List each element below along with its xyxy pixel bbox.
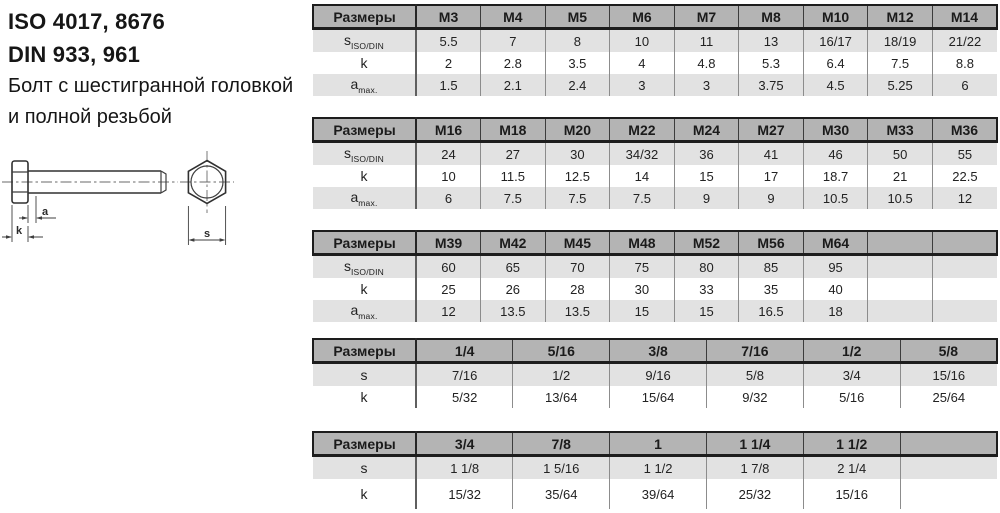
row-label: k	[313, 165, 416, 187]
column-header: M12	[868, 5, 933, 29]
table-row	[313, 187, 997, 209]
value-cell: 30	[610, 278, 675, 300]
column-header: 5/8	[900, 339, 997, 363]
value-cell: 9	[674, 187, 739, 209]
value-cell: 55	[932, 142, 997, 166]
column-header	[932, 231, 997, 255]
dimension-a	[19, 196, 56, 223]
bolt-drawing	[0, 138, 262, 262]
value-cell: 10.5	[868, 187, 933, 209]
value-cell: 25	[416, 278, 481, 300]
value-cell: 6	[932, 74, 997, 96]
row-label: s	[313, 456, 416, 480]
bolt-head-view	[180, 151, 234, 245]
value-cell: 18.7	[803, 165, 868, 187]
value-cell: 16/17	[803, 29, 868, 53]
row-label: $a_{max.}$	[313, 74, 416, 96]
column-header: M42	[481, 231, 546, 255]
value-cell: 40	[803, 278, 868, 300]
value-cell: 24	[416, 142, 481, 166]
value-cell: 5/32	[416, 386, 513, 408]
column-header: M5	[545, 5, 610, 29]
column-header: 5/16	[513, 339, 610, 363]
column-header: M64	[803, 231, 868, 255]
value-cell: 15	[674, 165, 739, 187]
table-corner-header: Размеры	[313, 118, 416, 142]
row-label: $s_{ISO/DIN}$	[313, 142, 416, 166]
column-header	[900, 432, 997, 456]
column-header: M27	[739, 118, 804, 142]
value-cell: 25/64	[900, 386, 997, 408]
title-block	[8, 5, 293, 133]
column-header: M36	[932, 118, 997, 142]
value-cell: 36	[674, 142, 739, 166]
column-header: M4	[481, 5, 546, 29]
value-cell	[868, 255, 933, 279]
value-cell: 13/64	[513, 386, 610, 408]
column-header: M33	[868, 118, 933, 142]
column-header: 1 1/2	[803, 432, 900, 456]
value-cell: 2.8	[481, 52, 546, 74]
value-cell: 3	[674, 74, 739, 96]
value-cell: 21/22	[932, 29, 997, 53]
standard-din: DIN 933, 961	[8, 42, 141, 67]
value-cell	[932, 278, 997, 300]
value-cell: 7.5	[481, 187, 546, 209]
column-header: M30	[803, 118, 868, 142]
metric-table-m16-m36	[312, 117, 998, 209]
value-cell: 13	[739, 29, 804, 53]
row-label: $a_{max.}$	[313, 187, 416, 209]
value-cell: 2 1/4	[803, 456, 900, 480]
column-header: M45	[545, 231, 610, 255]
dimension-a-label: a	[42, 206, 49, 218]
table-row	[313, 255, 997, 279]
value-cell: 3	[610, 74, 675, 96]
value-cell: 2.1	[481, 74, 546, 96]
value-cell: 4.5	[803, 74, 868, 96]
table-row	[313, 52, 997, 74]
value-cell: 50	[868, 142, 933, 166]
value-cell: 8	[545, 29, 610, 53]
description-line-1: Болт с шестигранной головкой	[8, 75, 294, 97]
value-cell: 33	[674, 278, 739, 300]
value-cell: 5.25	[868, 74, 933, 96]
value-cell	[868, 300, 933, 322]
value-cell: 30	[545, 142, 610, 166]
value-cell: 9/32	[706, 386, 803, 408]
value-cell: 1 7/8	[706, 456, 803, 480]
table-corner-header: Размеры	[313, 231, 416, 255]
value-cell: 11	[674, 29, 739, 53]
standard-iso: ISO 4017, 8676	[8, 9, 165, 34]
table-row	[313, 479, 997, 509]
value-cell: 27	[481, 142, 546, 166]
value-cell	[932, 300, 997, 322]
value-cell: 15/16	[803, 479, 900, 509]
inch-table-threequarters-to-oneandhalf	[312, 431, 998, 509]
value-cell: 21	[868, 165, 933, 187]
value-cell: 5/16	[803, 386, 900, 408]
value-cell: 14	[610, 165, 675, 187]
value-cell: 1 1/2	[610, 456, 707, 480]
value-cell: 1 1/8	[416, 456, 513, 480]
column-header: 3/4	[416, 432, 513, 456]
value-cell: 12	[416, 300, 481, 322]
table-row	[313, 165, 997, 187]
value-cell: 22.5	[932, 165, 997, 187]
value-cell	[932, 255, 997, 279]
value-cell: 75	[610, 255, 675, 279]
value-cell: 41	[739, 142, 804, 166]
value-cell: 3/4	[803, 363, 900, 387]
column-header: 1 1/4	[706, 432, 803, 456]
table-corner-header: Размеры	[313, 432, 416, 456]
column-header: 7/16	[706, 339, 803, 363]
row-label: $s_{ISO/DIN}$	[313, 29, 416, 53]
value-cell: 46	[803, 142, 868, 166]
value-cell: 3.5	[545, 52, 610, 74]
column-header: 1	[610, 432, 707, 456]
value-cell: 2	[416, 52, 481, 74]
value-cell: 15/32	[416, 479, 513, 509]
metric-table-m39-m64	[312, 230, 998, 322]
dimension-k	[2, 205, 43, 242]
table-corner-header: Размеры	[313, 5, 416, 29]
row-label: k	[313, 479, 416, 509]
row-label: k	[313, 278, 416, 300]
value-cell: 85	[739, 255, 804, 279]
value-cell: 3.75	[739, 74, 804, 96]
value-cell: 7.5	[868, 52, 933, 74]
row-label: $s_{ISO/DIN}$	[313, 255, 416, 279]
value-cell: 39/64	[610, 479, 707, 509]
value-cell: 12	[932, 187, 997, 209]
value-cell: 17	[739, 165, 804, 187]
column-header: 1/4	[416, 339, 513, 363]
value-cell: 80	[674, 255, 739, 279]
column-header: 1/2	[803, 339, 900, 363]
value-cell: 15/16	[900, 363, 997, 387]
column-header: M7	[674, 5, 739, 29]
value-cell: 7.5	[610, 187, 675, 209]
column-header: M24	[674, 118, 739, 142]
value-cell: 65	[481, 255, 546, 279]
value-cell: 1/2	[513, 363, 610, 387]
value-cell: 15	[674, 300, 739, 322]
dimension-s-label: s	[204, 228, 211, 240]
value-cell: 12.5	[545, 165, 610, 187]
row-label: k	[313, 386, 416, 408]
value-cell	[900, 456, 997, 480]
column-header: M10	[803, 5, 868, 29]
table-row	[313, 29, 997, 53]
column-header: 3/8	[610, 339, 707, 363]
table-corner-header: Размеры	[313, 339, 416, 363]
table-row	[313, 386, 997, 408]
bolt-side-view	[2, 161, 178, 242]
value-cell: 25/32	[706, 479, 803, 509]
value-cell: 35	[739, 278, 804, 300]
value-cell: 6.4	[803, 52, 868, 74]
value-cell: 9/16	[610, 363, 707, 387]
value-cell: 11.5	[481, 165, 546, 187]
value-cell: 4	[610, 52, 675, 74]
value-cell: 15	[610, 300, 675, 322]
table-row	[313, 363, 997, 387]
value-cell: 18/19	[868, 29, 933, 53]
value-cell: 28	[545, 278, 610, 300]
table-row	[313, 142, 997, 166]
description-line-2: и полной резьбой	[8, 106, 172, 128]
table-row	[313, 74, 997, 96]
table-row	[313, 278, 997, 300]
value-cell: 13.5	[545, 300, 610, 322]
value-cell: 7	[481, 29, 546, 53]
value-cell: 10.5	[803, 187, 868, 209]
value-cell: 15/64	[610, 386, 707, 408]
value-cell: 7.5	[545, 187, 610, 209]
value-cell: 7/16	[416, 363, 513, 387]
table-row	[313, 300, 997, 322]
value-cell: 5/8	[706, 363, 803, 387]
value-cell: 4.8	[674, 52, 739, 74]
value-cell: 95	[803, 255, 868, 279]
inch-table-quarter-to-fiveeighths	[312, 338, 998, 408]
value-cell: 18	[803, 300, 868, 322]
row-label: k	[313, 52, 416, 74]
column-header: M52	[674, 231, 739, 255]
metric-table-m3-m14	[312, 4, 998, 96]
value-cell: 1.5	[416, 74, 481, 96]
column-header	[868, 231, 933, 255]
column-header: 7/8	[513, 432, 610, 456]
value-cell: 8.8	[932, 52, 997, 74]
value-cell: 5.3	[739, 52, 804, 74]
column-header: M18	[481, 118, 546, 142]
value-cell: 70	[545, 255, 610, 279]
table-row	[313, 456, 997, 480]
value-cell: 13.5	[481, 300, 546, 322]
row-label: s	[313, 363, 416, 387]
value-cell: 5.5	[416, 29, 481, 53]
value-cell: 10	[416, 165, 481, 187]
value-cell: 6	[416, 187, 481, 209]
column-header: M16	[416, 118, 481, 142]
column-header: M56	[739, 231, 804, 255]
value-cell: 10	[610, 29, 675, 53]
column-header: M22	[610, 118, 675, 142]
column-header: M8	[739, 5, 804, 29]
column-header: M14	[932, 5, 997, 29]
value-cell: 2.4	[545, 74, 610, 96]
value-cell	[900, 479, 997, 509]
value-cell: 26	[481, 278, 546, 300]
value-cell: 60	[416, 255, 481, 279]
row-label: $a_{max.}$	[313, 300, 416, 322]
value-cell: 1 5/16	[513, 456, 610, 480]
column-header: M20	[545, 118, 610, 142]
value-cell: 16.5	[739, 300, 804, 322]
value-cell: 34/32	[610, 142, 675, 166]
value-cell: 9	[739, 187, 804, 209]
column-header: M3	[416, 5, 481, 29]
value-cell: 35/64	[513, 479, 610, 509]
column-header: M48	[610, 231, 675, 255]
column-header: M6	[610, 5, 675, 29]
value-cell	[868, 278, 933, 300]
column-header: M39	[416, 231, 481, 255]
dimension-k-label: k	[16, 225, 23, 237]
